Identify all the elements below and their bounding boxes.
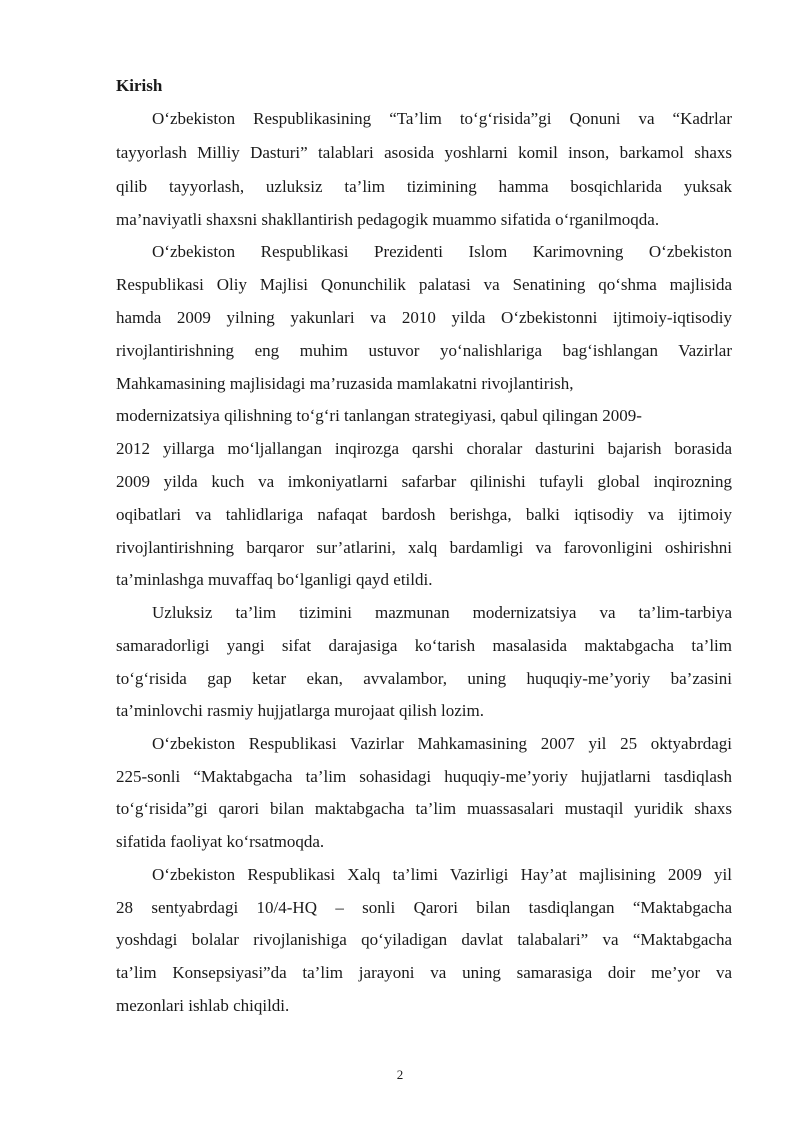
- paragraph-line: rivojlantirishning eng muhim ustuvor yo‘nalishlariga bag‘ishlangan Vazirlar: [116, 341, 732, 360]
- paragraph-line: qilib tayyorlash, uzluksiz ta’lim tizimining hamma bosqichlarida yuksak: [116, 177, 732, 196]
- paragraph-line: 2009 yilda kuch va imkoniyatlarni safarbar qilinishi tufayli global inqirozning: [116, 472, 732, 491]
- paragraph-line: oqibatlari va tahlidlariga nafaqat bardosh berishga, balki iqtisodiy va ijtimoiy: [116, 505, 732, 524]
- paragraph-line: O‘zbekiston Respublikasi Xalq ta’limi Vazirligi Hay’at majlisining 2009 yil: [152, 865, 732, 884]
- paragraph-line: rivojlantirishning barqaror sur’atlarini, xalq bardamligi va farovonligini oshirishni: [116, 538, 732, 557]
- paragraph-line: ta’lim Konsepsiyasi”da ta’lim jarayoni va uning samarasiga doir me’yor va: [116, 963, 732, 982]
- paragraph-line: O‘zbekiston Respublikasining “Ta’lim to‘g‘risida”gi Qonuni va “Kadrlar: [152, 109, 732, 128]
- paragraph-line: Respublikasi Oliy Majlisi Qonunchilik palatasi va Senatining qo‘shma majlisida: [116, 275, 732, 294]
- paragraph-line: to‘g‘risida gap ketar ekan, avvalambor, uning huquqiy-me’yoriy ba’zasini: [116, 669, 732, 688]
- paragraph-line: ma’naviyatli shaxsni shakllantirish pedagogik muammo sifatida o‘rganilmoqda.: [116, 210, 660, 229]
- paragraph-line: hamda 2009 yilning yakunlari va 2010 yilda O‘zbekistonni ijtimoiy-iqtisodiy: [116, 308, 732, 327]
- paragraph-line: O‘zbekiston Respublikasi Vazirlar Mahkamasining 2007 yil 25 oktyabrdagi: [152, 734, 732, 753]
- paragraph-line: 225-sonli “Maktabgacha ta’lim sohasidagi huquqiy-me’yoriy hujjatlarni tasdiqlash: [116, 767, 732, 786]
- paragraph-line: sifatida faoliyat ko‘rsatmoqda.: [116, 832, 325, 851]
- paragraph-line: ta’minlovchi rasmiy hujjatlarga murojaat qilish lozim.: [116, 701, 484, 720]
- paragraph-line: 28 sentyabrdagi 10/4-HQ – sonli Qarori bilan tasdiqlangan “Maktabgacha: [116, 898, 732, 917]
- paragraph-line: samaradorligi yangi sifat darajasiga ko‘tarish masalasida maktabgacha ta’lim: [116, 636, 732, 655]
- paragraph-line: modernizatsiya qilishning to‘g‘ri tanlangan strategiyasi, qabul qilingan 2009-: [116, 406, 642, 425]
- section-heading: Kirish: [116, 76, 163, 95]
- paragraph-line: Uzluksiz ta’lim tizimini mazmunan modernizatsiya va ta’lim-tarbiya: [152, 603, 732, 622]
- paragraph-line: O‘zbekiston Respublikasi Prezidenti Islom Karimovning O‘zbekiston: [152, 242, 732, 261]
- paragraph-line: 2012 yillarga mo‘ljallangan inqirozga qarshi choralar dasturini bajarish borasida: [116, 439, 732, 458]
- paragraph-line: tayyorlash Milliy Dasturi” talablari asosida yoshlarni komil inson, barkamol shaxs: [116, 143, 732, 162]
- page-number: 2: [396, 1067, 404, 1082]
- paragraph-line: yoshdagi bolalar rivojlanishiga qo‘yiladigan davlat talabalari” va “Maktabgacha: [116, 930, 732, 949]
- paragraph-line: ta’minlashga muvaffaq bo‘lganligi qayd etildi.: [116, 570, 433, 589]
- paragraph-line: mezonlari ishlab chiqildi.: [116, 996, 290, 1015]
- paragraph-line: to‘g‘risida”gi qarori bilan maktabgacha ta’lim muassasalari mustaqil yuridik shaxs: [116, 799, 732, 818]
- paragraph-line: Mahkamasining majlisidagi ma’ruzasida mamlakatni rivojlantirish,: [116, 374, 574, 393]
